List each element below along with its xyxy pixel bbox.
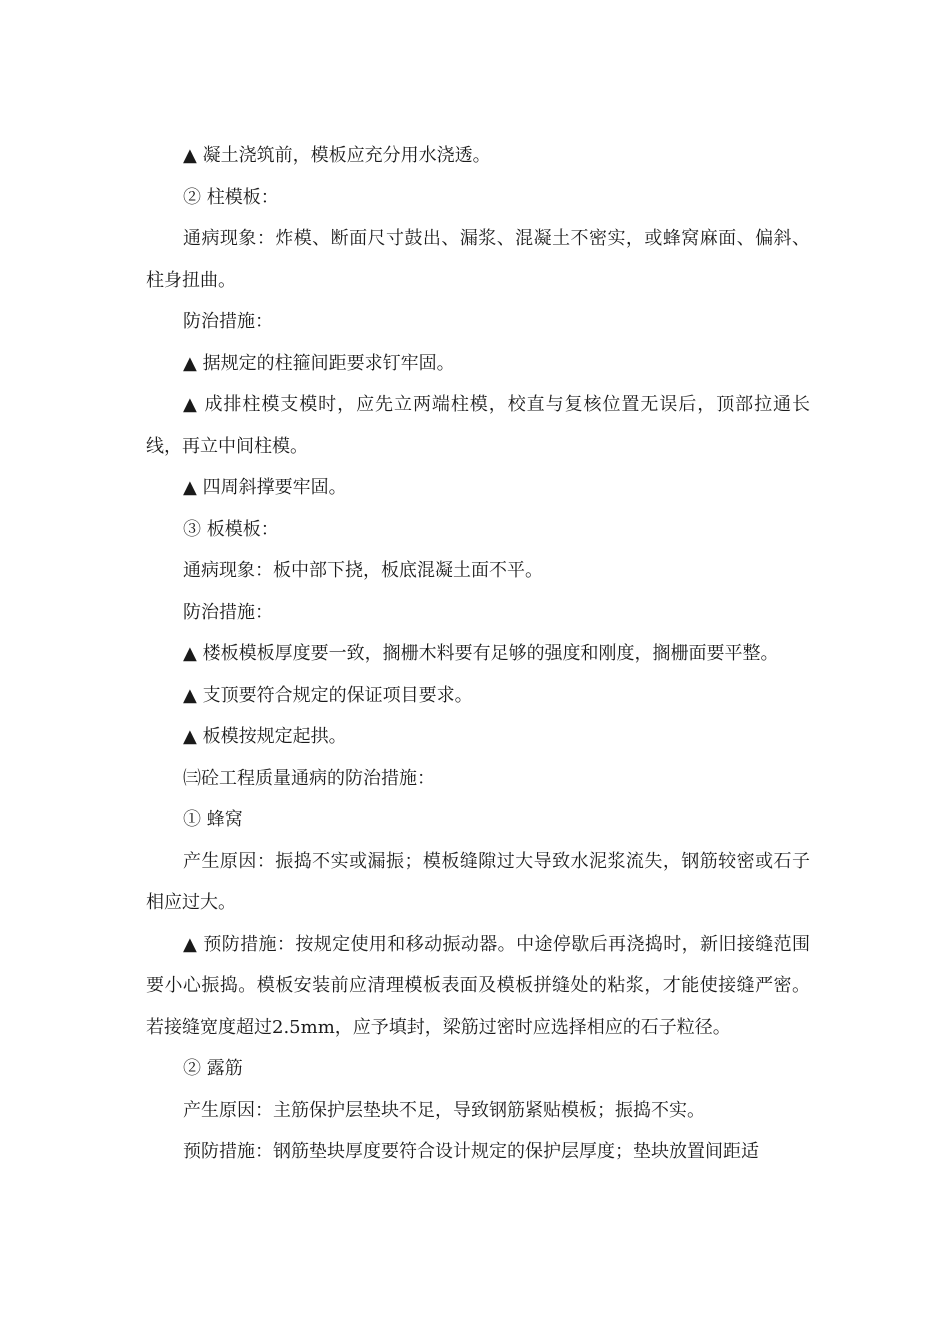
paragraph: ▲ 成排柱模支模时，应先立两端柱模，校直与复核位置无误后，顶部拉通长线，再立中间柱模。	[146, 394, 810, 457]
paragraph: ▲ 预防措施：按规定使用和移动振动器。中途停歇后再浇捣时，新旧接缝范围要小心振捣。模板安装前应清理模板表面及模板拼缝处的粘浆，才能使接缝严密。若接缝宽度超过2.5mm，应予填封，梁筋过密时应选择相应的石子粒径。	[146, 933, 810, 1038]
paragraph: ② 柱模板：	[183, 186, 279, 208]
section-heading: ㈢砼工程质量通病的防治措施：	[183, 767, 435, 789]
paragraph: 防治措施：	[183, 601, 273, 623]
paragraph: ② 露筋	[183, 1058, 243, 1079]
paragraph: ① 蜂窝	[183, 809, 243, 830]
paragraph: 通病现象：板中部下挠，板底混凝土面不平。	[183, 560, 543, 581]
paragraph: ▲ 支顶要符合规定的保证项目要求。	[183, 684, 473, 706]
paragraph: ▲ 板模按规定起拱。	[183, 726, 347, 747]
paragraph: ▲ 凝土浇筑前，模板应充分用水浇透。	[183, 145, 491, 166]
paragraph: 防治措施：	[183, 311, 273, 332]
paragraph: ▲ 楼板模板厚度要一致，搁栅木料要有足够的强度和刚度，搁栅面要平整。	[183, 643, 779, 664]
paragraph: 预防措施：钢筋垫块厚度要符合设计规定的保护层厚度；垫块放置间距适	[183, 1141, 759, 1162]
body-text	[146, 135, 810, 1173]
paragraph: ▲ 据规定的柱箍间距要求钉牢固。	[183, 352, 455, 374]
paragraph: 产生原因：振捣不实或漏振；模板缝隙过大导致水泥浆流失，钢筋较密或石子相应过大。	[146, 850, 810, 913]
paragraph: 产生原因：主筋保护层垫块不足，导致钢筋紧贴模板；振捣不实。	[183, 1099, 705, 1121]
paragraph: ▲ 四周斜撑要牢固。	[183, 477, 347, 498]
paragraph: ③ 板模板：	[183, 518, 279, 540]
paragraph: 通病现象：炸模、断面尺寸鼓出、漏浆、混凝土不密实，或蜂窝麻面、偏斜、柱身扭曲。	[146, 228, 810, 291]
